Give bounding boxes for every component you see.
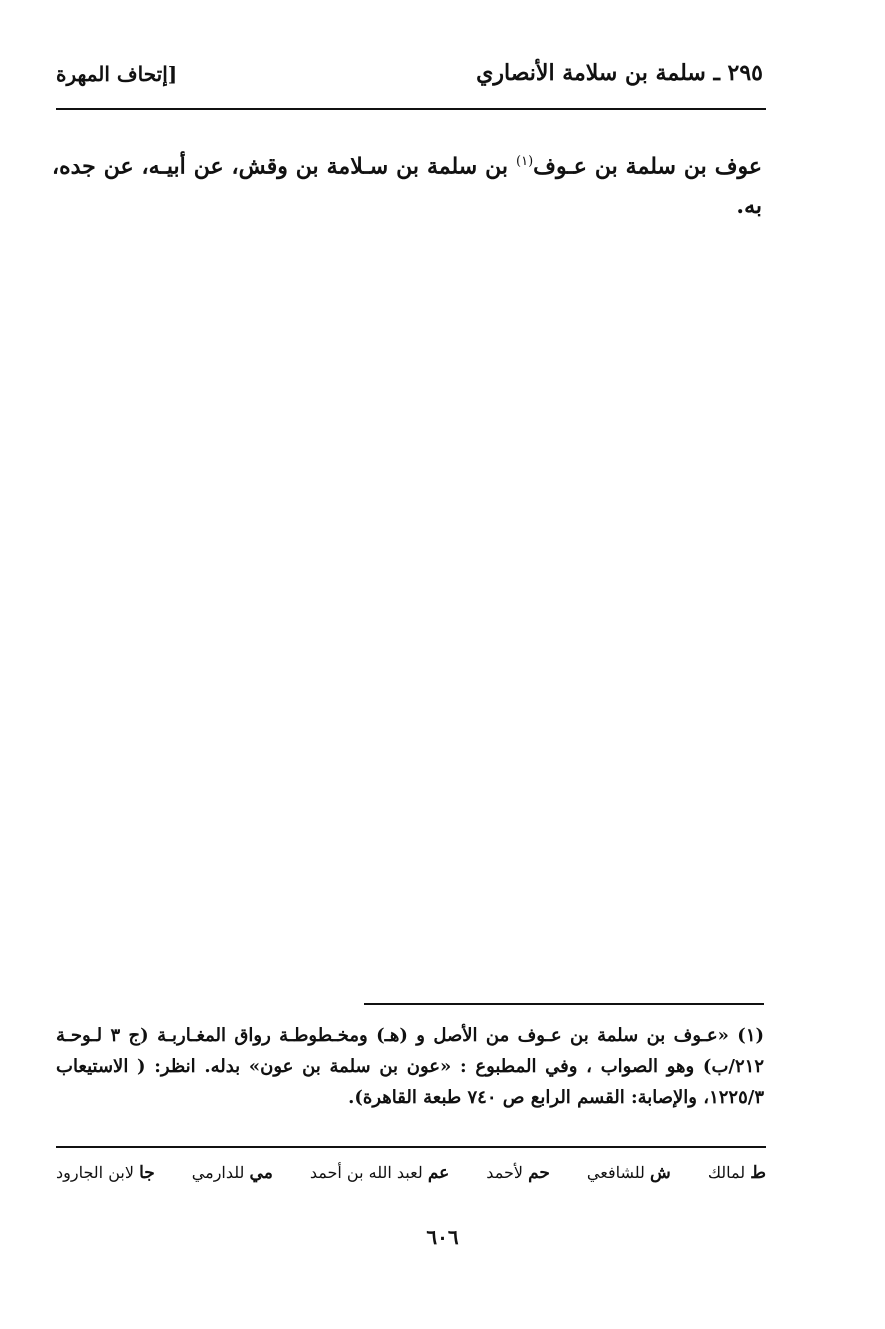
abbreviation-item <box>486 1163 550 1183</box>
running-header <box>56 60 763 94</box>
abbreviation-code: مي <box>249 1163 273 1183</box>
abbreviation-text: لأحمد <box>486 1163 523 1182</box>
abbreviation-item <box>56 1163 155 1183</box>
book-title: [إتحاف المهرة <box>56 62 178 86</box>
header-divider <box>56 108 766 110</box>
abbreviation-item <box>192 1163 273 1183</box>
abbreviation-code: ط <box>750 1163 766 1183</box>
abbreviation-item <box>310 1163 449 1183</box>
abbreviation-text: للدارمي <box>191 1163 245 1182</box>
footnote: (١) «عـوف بن سلمة بن عـوف من الأصل و (هـ) ومخـطوطـة رواق المغـاربـة (ج ٣ لـوحـة ٢١٢/ب) وهو الصواب ، وفي المطبوع : «عون بن سلمة بن عون» بدله. انظر: ( الاستيعاب ١٢٢٥/٣، والإصابة: القسم الرابع ص ٧٤٠ طبعة القاهرة). <box>56 1025 765 1108</box>
abbreviations-divider <box>56 1146 766 1148</box>
abbreviation-text: للشافعي <box>586 1163 645 1182</box>
abbreviation-text: لمالك <box>707 1163 746 1182</box>
footnote-reference[interactable]: (١) <box>516 154 534 169</box>
abbreviation-code: حم <box>528 1163 550 1183</box>
abbreviations-legend <box>56 1163 766 1183</box>
footnote-divider <box>364 1003 764 1005</box>
main-text <box>52 142 762 226</box>
abbreviation-code: عم <box>427 1163 450 1183</box>
abbreviation-code: جا <box>139 1163 155 1183</box>
abbreviation-code: ش <box>650 1163 671 1183</box>
abbreviation-item <box>708 1163 766 1183</box>
abbreviation-text: لعبد الله بن أحمد <box>309 1163 423 1182</box>
page-number: ٦٠٦ <box>426 1225 459 1249</box>
abbreviation-text: لابن الجارود <box>56 1163 134 1182</box>
main-text-part-1: عوف بن سلمة بن عـوف <box>533 153 762 180</box>
chapter-title: ٢٩٥ ـ سلمة بن سلامة الأنصاري <box>476 60 763 86</box>
main-text-part-2: بن سلمة بن سـلامة بن وقش، عن أبيـه، عن جده، به. <box>52 153 762 220</box>
abbreviation-item <box>587 1163 671 1183</box>
